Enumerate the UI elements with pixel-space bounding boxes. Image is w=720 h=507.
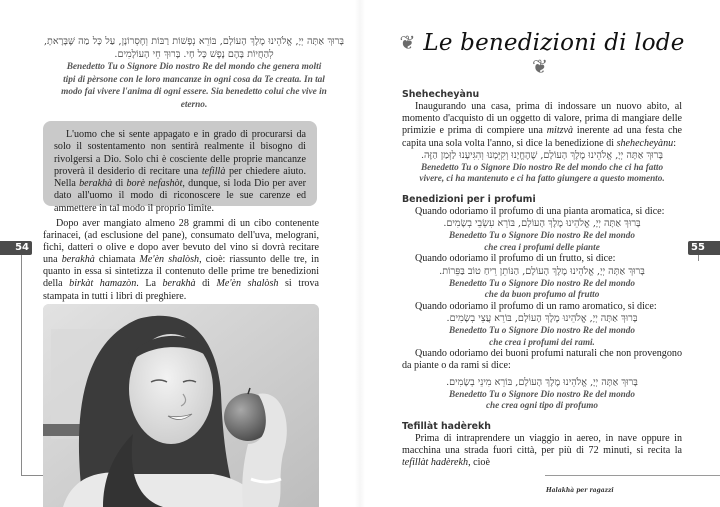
italic-term: Me'èn shalòsh	[139, 254, 200, 266]
italic-term: tefillàt hadèrekh	[402, 457, 469, 469]
italic-term: tefillà	[201, 165, 226, 177]
translation-line: che crea i profumi delle piante	[484, 241, 600, 252]
italic-term: berakhà	[162, 278, 196, 290]
text-run: , cioè	[468, 457, 490, 469]
text-run: Inaugurando una casa, prima di indossare un nuovo abito, al momento d'acquisto di un oggetto di valore, prima di mangiare delle primizie e prima di compiere una	[402, 101, 682, 137]
translation-line: che da buon profumo al frutto	[484, 289, 600, 300]
chapter-title	[385, 30, 695, 79]
tefillat-text	[402, 433, 682, 470]
tab-rule-left	[21, 255, 22, 475]
hebrew-blessing: בָּרוּךְ אַתָּה יְיָ, אֱלֹהֵינוּ מֶלֶךְ הָעוֹלָם, בּוֹרֵא עִשְׂבֵי בְשָׂמִים.	[443, 218, 641, 230]
translation-line: che crea ogni tipo di profumo	[485, 400, 599, 411]
meen-shalosh-paragraph	[43, 218, 319, 303]
hebrew-blessing: בָּרוּךְ אַתָּה יְיָ, אֱלֹהֵינוּ מֶלֶךְ הָעוֹלָם, הַנּוֹתֵן רֵיחַ טוֹב בַּפֵּרוֹת.	[439, 265, 645, 277]
top-blessing	[44, 35, 344, 111]
italic-term: shehecheyànu	[616, 137, 674, 149]
profumi-item	[402, 206, 682, 253]
text-run: :	[673, 137, 676, 149]
text-run: inerente ad una festa che capita una sola volta l'anno, si dice la benedizione di	[402, 125, 682, 149]
profumi-item	[402, 348, 682, 412]
text-run: si trova stampata in tutti i libri di preghiere.	[43, 278, 320, 302]
translation-line: Benedetto Tu o Signore Dio nostro Re del mondo	[449, 277, 635, 288]
translation-line: Benedetto Tu o Signore Dio nostro Re del mondo	[449, 388, 635, 399]
page-title: Le benedizioni di lode	[423, 30, 685, 56]
shehecheyanu-blessing	[402, 150, 682, 185]
translation-line: che crea i profumi dei rami.	[489, 336, 595, 347]
text-run: di	[112, 178, 127, 190]
section-heading-tefillat: Tefillàt hadèrekh	[402, 420, 491, 432]
translation-line: Benedetto Tu o Signore Dio nostro Re del mondo che ci ha fatto	[420, 161, 664, 172]
blessing-translation: Benedetto Tu o Signore Dio nostro Re del mondo che genera molti tipi di pèrsone con le loro mancanze in ogni cosa da Te creata. In tal modo fai vivere l'anima di ogni essere. Sia benedetto colui che vive in eterno.	[61, 62, 327, 110]
fleuron-icon: ❦	[399, 33, 416, 54]
text-run: . La	[136, 278, 163, 290]
hebrew-blessing: בָּרוּךְ אַתָּה יְיָ, אֱלֹהֵינוּ מֶלֶךְ הָעוֹלָם, בּוֹרֵא נְפָשׁוֹת רַבּוֹת וְחֶסְרוֹנָן, עַל כָּל מַה שֶּׁבָּרָאתָ, לְהַחֲיוֹת בָּהֶם נֶפֶשׁ כָּל חָי. בָּרוּךְ חֵי הָעוֹלָמִים.	[44, 36, 344, 60]
profumi-blessing	[402, 218, 682, 253]
italic-term: birkàt hamazòn	[69, 278, 137, 290]
tab-rule-right	[698, 255, 699, 261]
text-run: per chiedere aiuto. Nella	[54, 165, 306, 190]
hebrew-blessing: בָּרוּךְ אַתָּה יְיָ, אֱלֹהֵינוּ מֶלֶךְ הָעוֹלָם, בּוֹרֵא מִינֵי בְשָׂמִים.	[446, 376, 638, 388]
translation-line: vivere, ci ha mantenuto e ci ha fatto giungere a questo momento.	[419, 173, 665, 184]
fleuron-icon: ❦	[532, 57, 548, 78]
page-gutter	[355, 0, 365, 507]
text-run: Dopo aver mangiato almeno 28 grammi di un cibo contenente farinacei, (ad esclusione del pane), consumato dell'uva, melograni, fichi, datteri o olive e dopo aver bevuto del vino si dovrà recitare una	[43, 218, 319, 266]
profumi-intro: Quando odoriamo il profumo di un frutto, si dice:	[415, 253, 616, 265]
right-page-body	[402, 89, 682, 469]
italic-term: mitzvà	[546, 125, 574, 137]
italic-term: berakhà	[79, 178, 113, 190]
girl-with-apple-photo	[43, 304, 319, 507]
text-run: Prima di intraprendere un viaggio in aereo, in nave oppure in macchina una strada fuori città, per più di 72 minuti, si recita la	[402, 432, 682, 456]
profumi-intro: Quando odoriamo dei buoni profumi naturali che non provengono da piante o da rami si dice:	[402, 348, 682, 372]
section-heading-shehecheyanu: Shehecheyànu	[402, 89, 480, 100]
italic-term: borè nefashòt	[126, 178, 183, 190]
text-run: chiamata	[94, 254, 140, 266]
profumi-intro: Quando odoriamo il profumo di un ramo aromatico, si dice:	[415, 300, 657, 312]
photo-illustration	[43, 304, 319, 507]
profumi-intro: Quando odoriamo il profumo di una pianta aromatica, si dice:	[415, 206, 665, 217]
hebrew-blessing: בָּרוּךְ אַתָּה יְיָ, אֱלֹהֵינוּ מֶלֶךְ הָעוֹלָם, בּוֹרֵא עֲצֵי בְשָׂמִים.	[446, 312, 638, 324]
italic-term: Me'èn shalòsh	[216, 278, 279, 290]
text-run: L'uomo che si sente appagato e in grado di procurarsi da solo il sostentamento non sentirà realmente il bisogno di rivolgersi a Dio. Solo chi è cosciente delle proprie mancanze proverà il desiderio di recitare una	[54, 129, 306, 177]
profumi-item	[402, 253, 682, 300]
profumi-item	[402, 301, 682, 348]
page-number-tab-right: 55	[688, 241, 720, 255]
italic-term: berakhà	[61, 254, 95, 266]
text-run: di	[195, 278, 217, 290]
running-footer: Halakhà per ragazzi	[546, 487, 614, 494]
hebrew-blessing: בָּרוּךְ אַתָּה יְיָ, אֱלֹהֵינוּ מֶלֶךְ הָעוֹלָם, שֶׁהֶחֱיָנוּ וְקִיְּמָנוּ וְהִגִּיעָנוּ לַזְּמַן הַזֶּה.	[420, 149, 664, 161]
text-run: , cioè: riassunto delle tre, in quanto in essa si sintetizza il contenuto delle prime tre benedizioni della	[43, 254, 319, 290]
highlight-box	[43, 121, 317, 214]
box-text	[54, 129, 306, 215]
footer-rule	[545, 475, 720, 476]
text-run: , dunque, si loda Dio per aver dato all'uomo il modo di riconoscere le sue carenze ed ammettere in tal modo il proprio limite.	[54, 178, 306, 214]
tab-rule-left-horizontal	[21, 475, 43, 476]
profumi-blessing	[402, 313, 682, 348]
profumi-blessing	[402, 266, 682, 301]
paragraph-text	[43, 218, 319, 303]
section-heading-profumi: Benedizioni per i profumi	[402, 194, 536, 205]
page-number-tab-left: 54	[0, 241, 32, 255]
translation-line: Benedetto Tu o Signore Dio nostro Re del mondo	[449, 230, 635, 241]
translation-line: Benedetto Tu o Signore Dio nostro Re del mondo	[449, 324, 635, 335]
profumi-blessing	[402, 377, 682, 412]
shehecheyanu-text	[402, 101, 682, 150]
